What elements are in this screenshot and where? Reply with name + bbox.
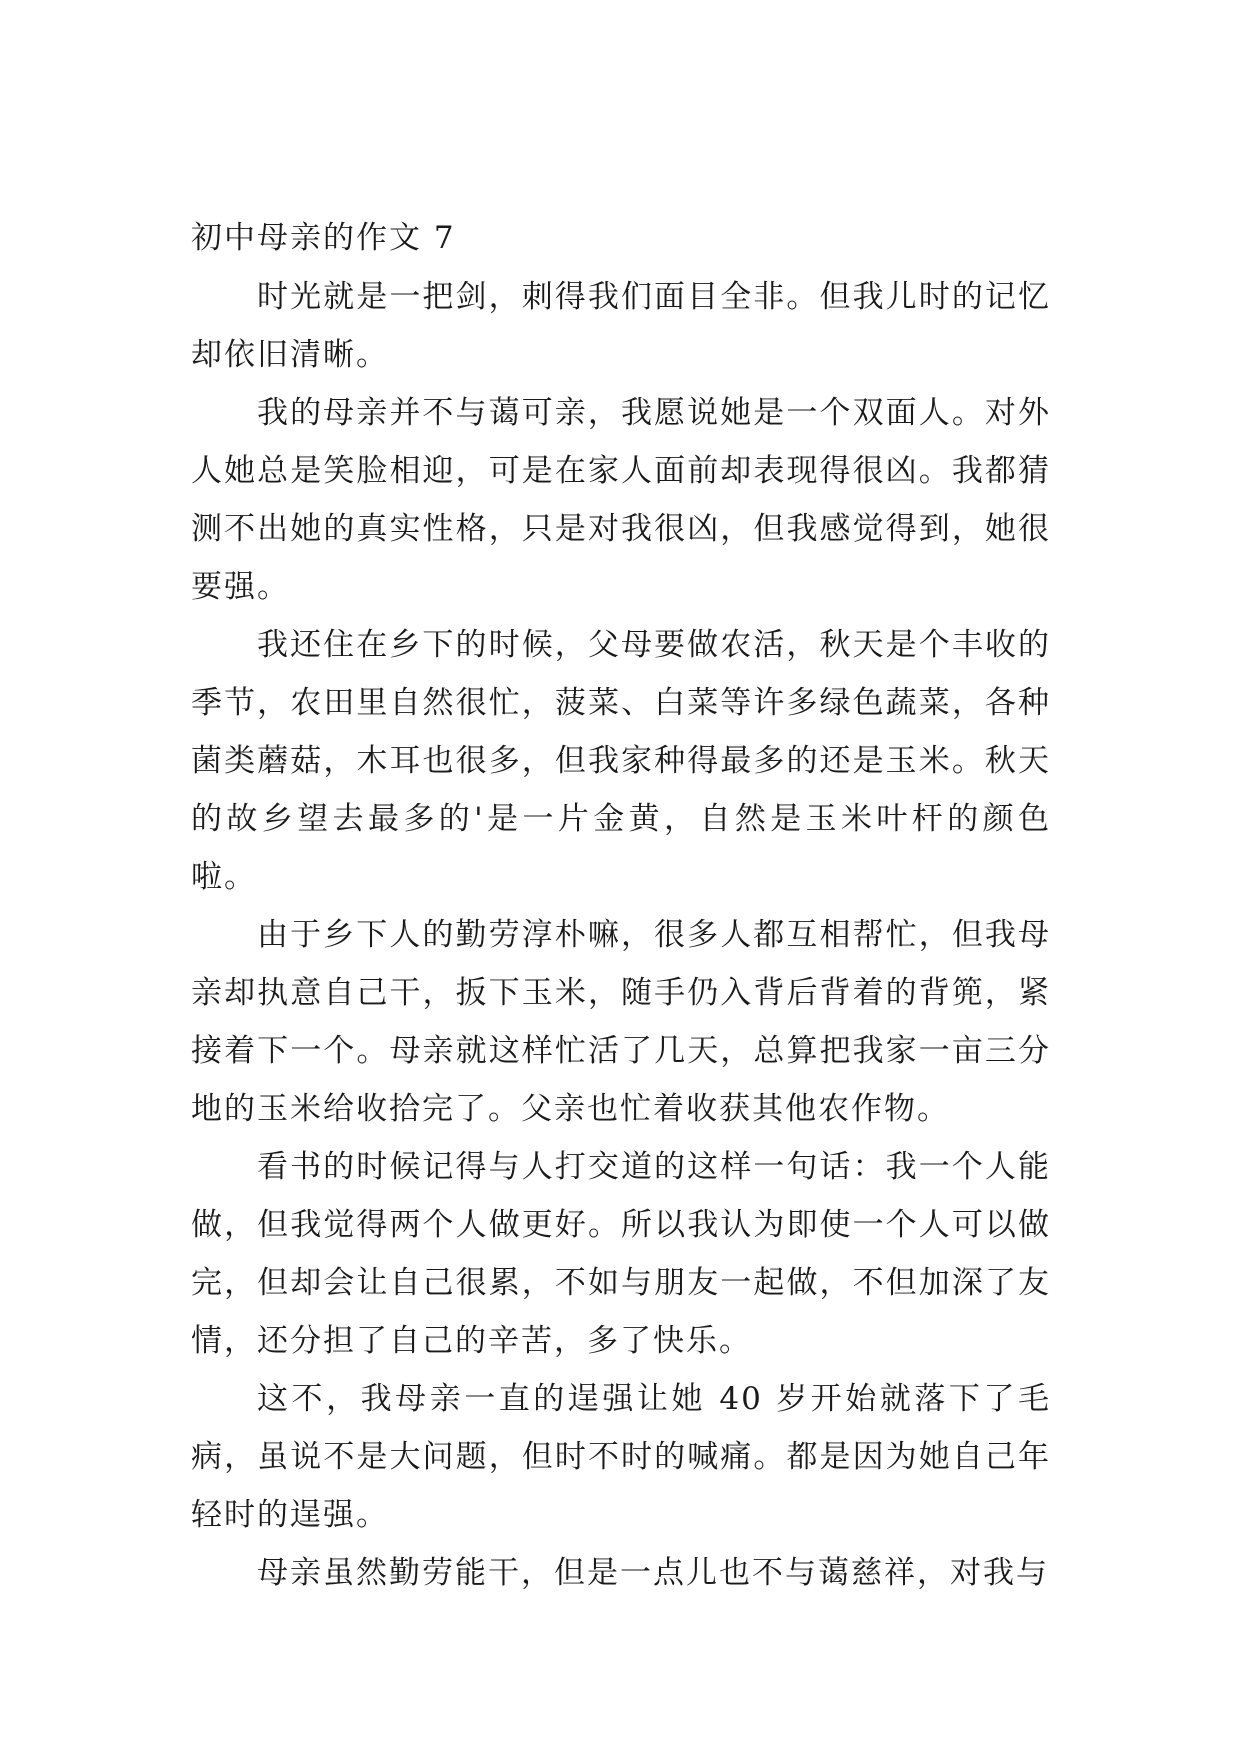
paragraph: 由于乡下人的勤劳淳朴嘛，很多人都互相帮忙，但我母亲却执意自己干，扳下玉米，随手仍入背后背着的背篼，紧接着下一个。母亲就这样忙活了几天，总算把我家一亩三分地的玉米给收拾完了。父亲也忙着收获其他农作物。 [191, 917, 1051, 1127]
paragraph: 我还住在乡下的时候，父母要做农活，秋天是个丰收的季节，农田里自然很忙，菠菜、白菜等许多绿色蔬菜，各种菌类蘑菇，木耳也很多，但我家种得最多的还是玉米。秋天的故乡望去最多的'是一片金黄，自然是玉米叶杆的颜色啦。 [191, 627, 1051, 895]
paragraph: 看书的时候记得与人打交道的这样一句话：我一个人能做，但我觉得两个人做更好。所以我认为即使一个人可以做完，但却会让自己很累，不如与朋友一起做，不但加深了友情，还分担了自己的辛苦，多了快乐。 [191, 1149, 1051, 1359]
document-body [191, 208, 1051, 1602]
document-title: 初中母亲的作文 7 [191, 220, 456, 256]
paragraph: 时光就是一把剑，刺得我们面目全非。但我儿时的记忆却依旧清晰。 [191, 279, 1051, 373]
paragraph: 母亲虽然勤劳能干，但是一点儿也不与蔼慈祥，对我与 [257, 1555, 1049, 1591]
paragraph: 我的母亲并不与蔼可亲，我愿说她是一个双面人。对外人她总是笑脸相迎，可是在家人面前却表现得很凶。我都猜测不出她的真实性格，只是对我很凶，但我感觉得到，她很要强。 [191, 395, 1051, 605]
paragraph: 这不，我母亲一直的逞强让她 40 岁开始就落下了毛病，虽说不是大问题，但时不时的喊痛。都是因为她自己年轻时的逞强。 [191, 1381, 1051, 1533]
